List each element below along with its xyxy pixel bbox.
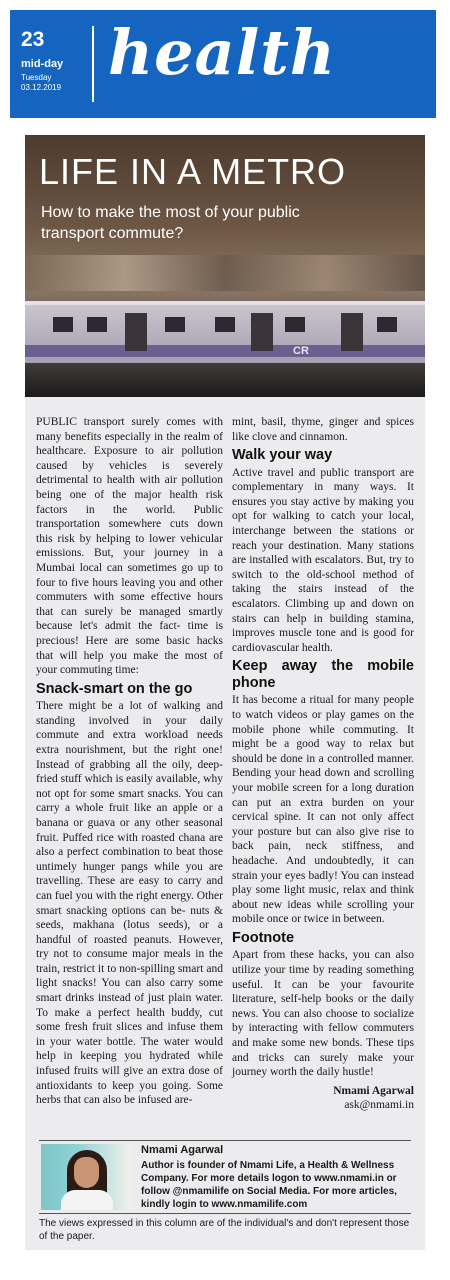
author-bio — [39, 1140, 411, 1214]
column-left — [36, 415, 223, 1108]
issue-day: Tuesday — [21, 73, 52, 82]
subheadline: How to make the most of your public transport commute? — [41, 204, 300, 242]
disclaimer: The views expressed in this column are of the individual's and don't represent those of the paper. — [39, 1218, 410, 1242]
walk-paragraph: Active travel and public transport are complementary in many ways. It ensures you stay active by making you opt for walking to catch your local, interchange between the stations or reach your destination. Many stations are installed with escalators. But, try to switch to the old-school method of taking the stairs instead of the escalators. Climbing up and down on stairs can help in building stamina, improves muscle tone and is good for cardiovascular health. — [232, 466, 414, 654]
page-number: 23 — [21, 28, 45, 51]
masthead — [10, 10, 436, 118]
paper-name: mid-day — [21, 58, 64, 70]
platform — [25, 363, 425, 397]
footnote-paragraph: Apart from these hacks, you can also utilize your time by reading something useful. It can be your favourite literature, self-help books or the daily news. You can also choose to socialize by interacting with fellow commuters and make some new bonds. These tips and tricks can surely make your journey worth the daily hustle! — [232, 949, 414, 1079]
author-photo — [41, 1144, 131, 1210]
hero-image — [25, 135, 425, 397]
snack-paragraph: There might be a lot of walking and standing involved in your daily commute and extra workload needs extra nourishment, but the right one! Instead of grabbing all the oily, deep-fried stuff which is easily available, why not opt for some smart snacks. You can carry a whole fruit like an apple or a banana or guava or any other seasonal fruit. Puffed rice with roasted chana are also a perfect combination to beat those untimely hunger pangs while you are travelling. These are easy to carry and can fuel you with the right energy. Other smart snacking options can be- nuts & seeds, makhana (lotus seeds), or a handful of roasted peanuts. However, try not to consume major meals in the train, restrict it to non-spilling smart and light snacks! You can also carry some smart drinks instead of just plain water. To make a perfect health buddy, cut some fresh fruit slices and infuse them in your water bottle. The water would help in keeping you hydrated while infused fruits will give an extra dose of antioxidants to keep you going. Some herbs that can also be infused are- — [36, 700, 223, 1107]
masthead-divider — [92, 26, 94, 102]
snack-paragraph-cont: mint, basil, thyme, ginger and spices like clove and cinnamon. — [232, 416, 414, 443]
issue-date: 03.12.2019 — [21, 83, 62, 92]
bio-description: Author is founder of Nmami Life, a Health & Wellness Company. For more details logon to www.nmami.in or follow @nmamilife on Social Media. For more articles, kindly login to www.nmamilife.com — [141, 1160, 397, 1210]
train-mark: CR — [293, 345, 309, 357]
article — [25, 135, 425, 1250]
column-right — [232, 415, 414, 1113]
intro-paragraph: PUBLIC transport surely comes with many benefits especially in the realm of healthcare. Exposure to air pollution caused by vehicles is severely detrimental to health with air pollution being one of the major health risk factors in the world. Public transportation somewhere cuts down this risk by helping to lower vehicular emissions. But, your journey in a Mumbai local can sometimes go up to four to five hours leaving you and other commuters with some effective hours that can surely be managed smartly because let's admit the fact- time is precious! Here are some basic hacks that will help you make the most of your commuting time: — [36, 416, 223, 677]
train-image — [25, 301, 425, 365]
heading-snack-smart: Snack-smart on the go — [36, 680, 193, 697]
bio-text — [141, 1144, 409, 1211]
bio-name: Nmami Agarwal — [141, 1144, 224, 1156]
heading-mobile: Keep away the mobile phone — [232, 658, 414, 691]
headline: LIFE IN A METRO — [39, 151, 347, 192]
heading-footnote: Footnote — [232, 929, 295, 946]
section-title: health — [108, 16, 336, 89]
signature — [232, 1084, 414, 1113]
mobile-paragraph: It has become a ritual for many people to watch videos or play games on the mobile phone while commuting. It might be a good way to relax but should be done in a controlled manner. Bending your head down and scrolling your mobile screen for a long duration can put an extra burden on your cervical spine. It can not only affect your posture but can also give rise to back pain, neck stiffness, and headache. And undoubtedly, it can strain your eyes badly! You can instead play some light music, relax and think about new ideas while scrolling your mobile once or twice in between. — [232, 694, 414, 926]
heading-walk: Walk your way — [232, 447, 333, 464]
author-email: ask@nmami.in — [344, 1099, 414, 1112]
author-name: Nmami Agarwal — [333, 1084, 414, 1097]
crowd-blur — [25, 255, 425, 291]
